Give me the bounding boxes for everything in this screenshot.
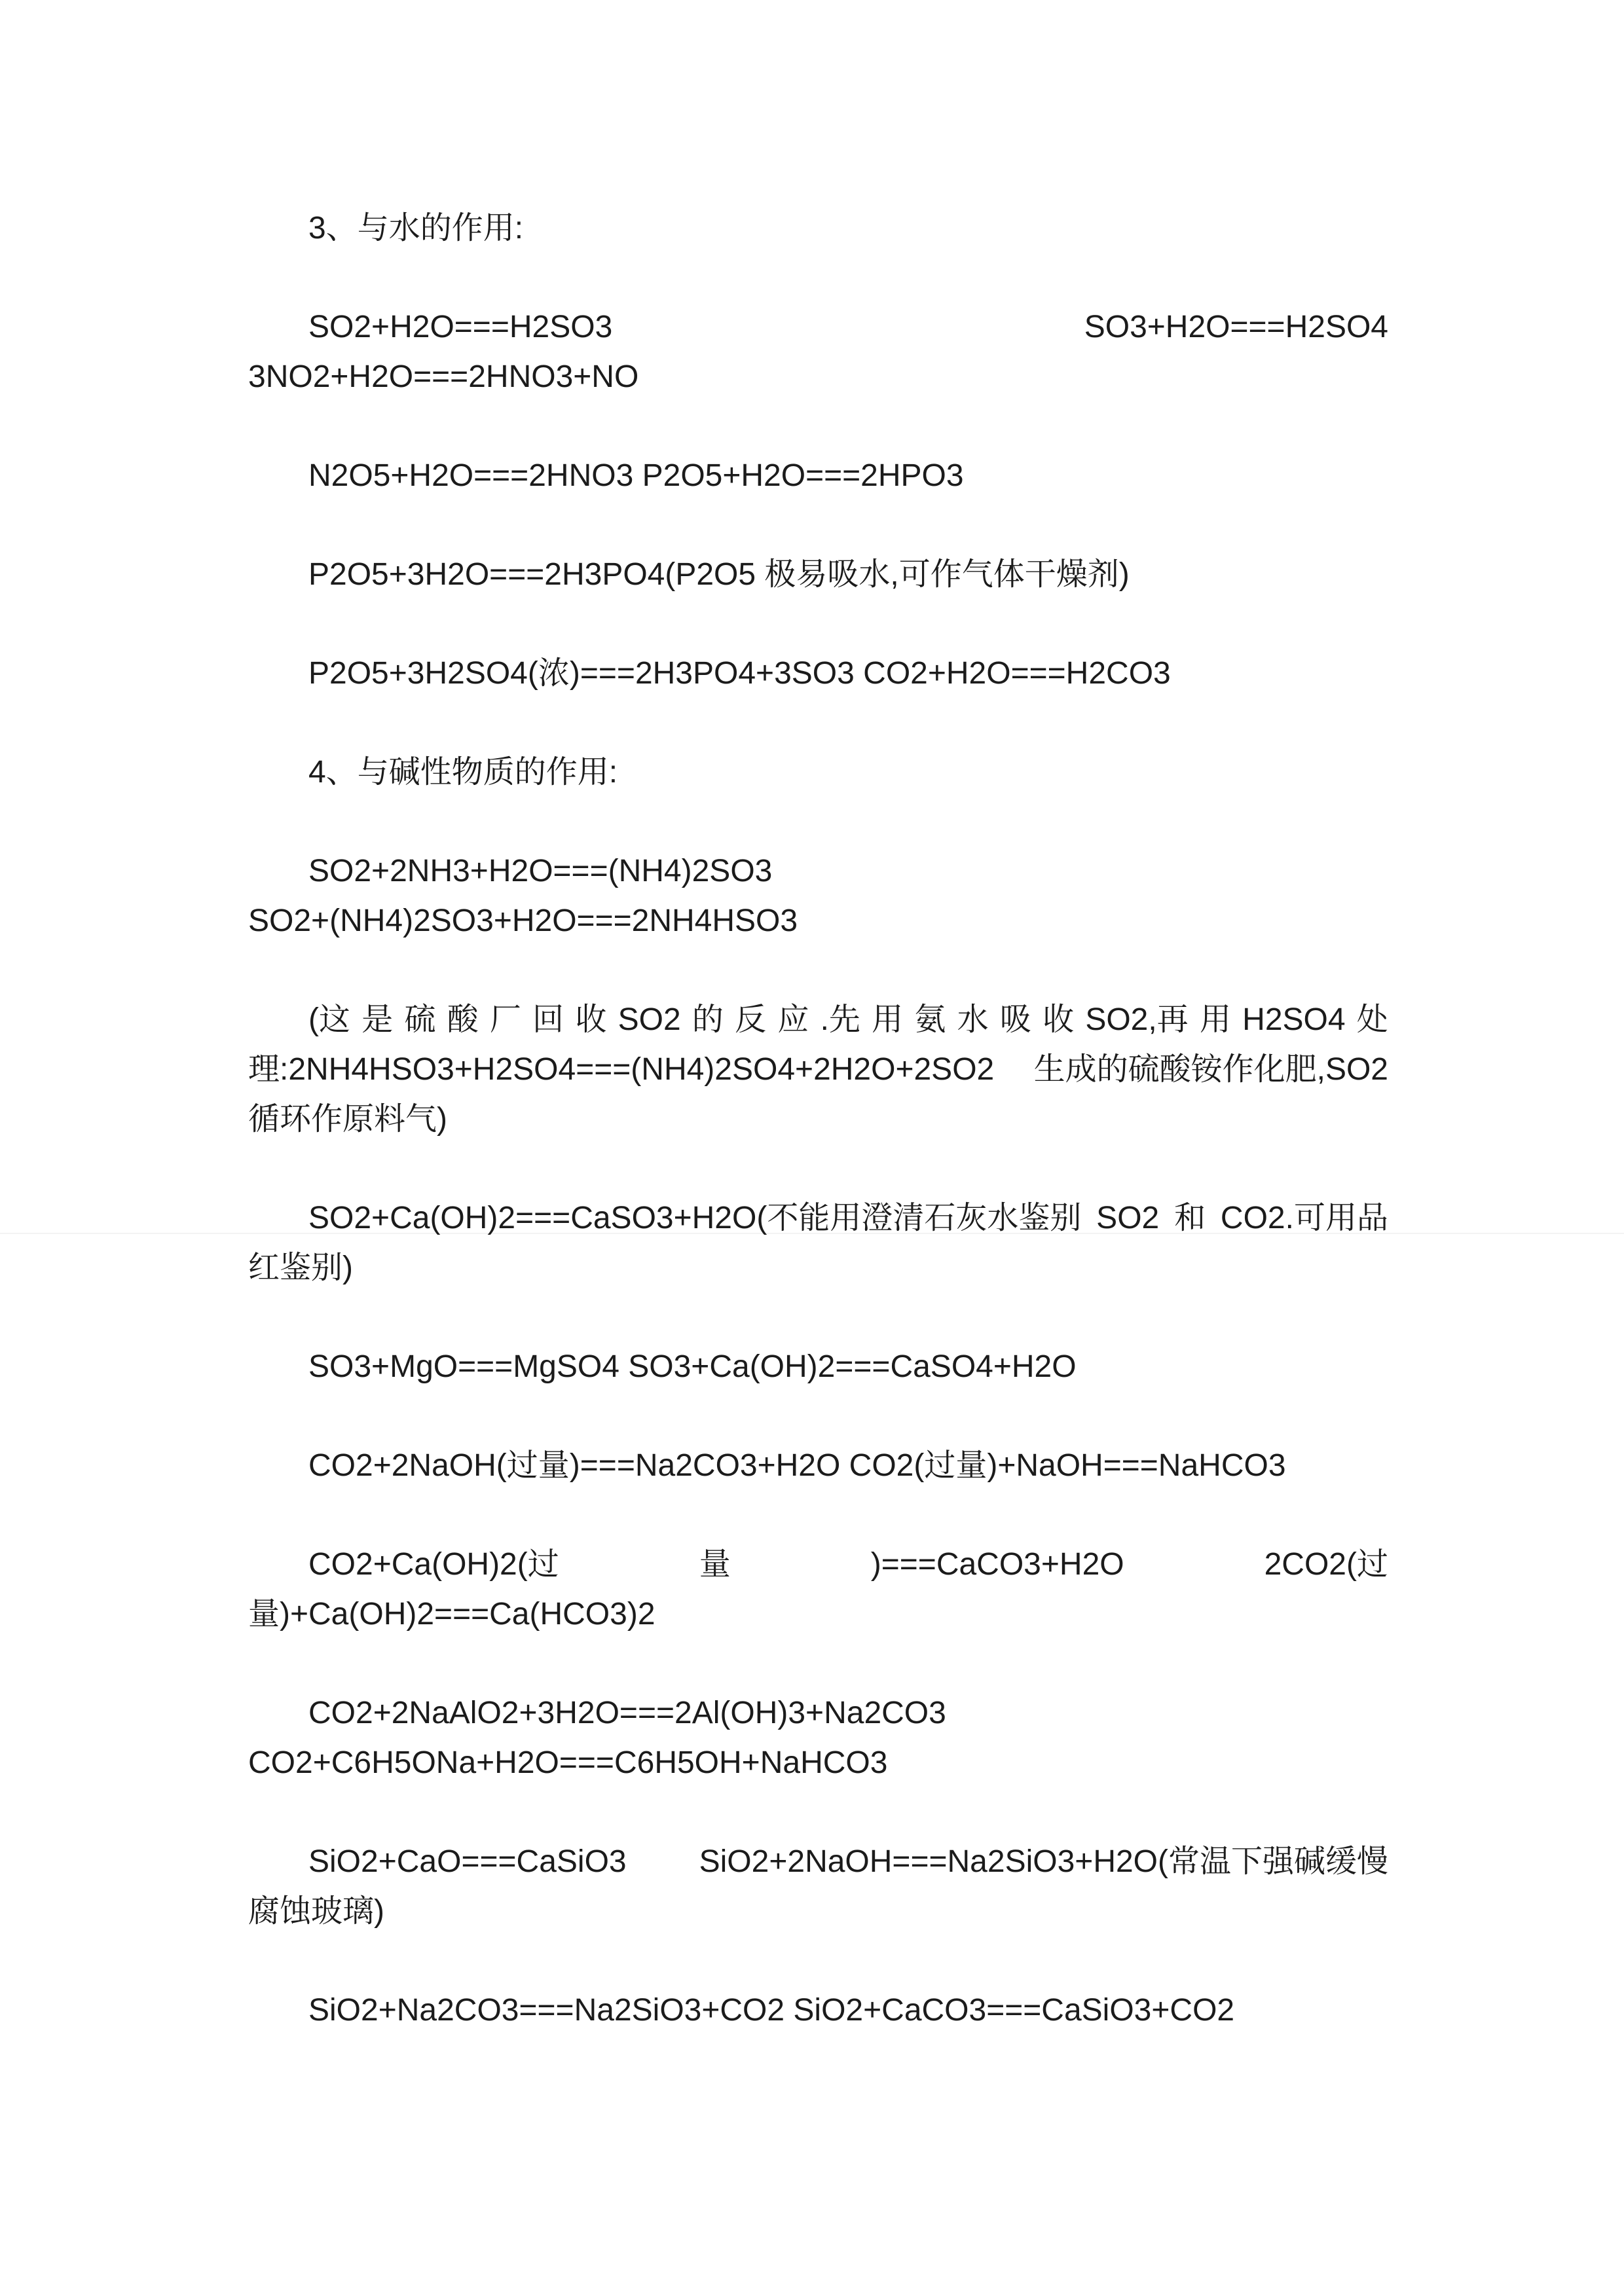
text-segment: 的 <box>692 1002 724 1037</box>
text-segment: 2CO2(过 <box>1264 1547 1388 1582</box>
text-segment: 生成的硫酸铵作化肥,SO2 <box>1033 1052 1388 1087</box>
text-segment: 处 <box>1356 1002 1388 1037</box>
text-line: 4、与碱性物质的作用: <box>308 755 618 790</box>
text-segment: 收 <box>575 1002 607 1037</box>
text-segment: 水 <box>957 1002 989 1037</box>
text-segment: 理:2NH4HSO3+H2SO4===(NH4)2SO4+2H2O+2SO2 <box>248 1052 995 1087</box>
text-segment: (这 <box>308 1002 350 1037</box>
paragraph <box>248 1837 1388 1937</box>
text-line: P2O5+3H2O===2H3PO4(P2O5 极易吸水,可作气体干燥剂) <box>308 557 1130 592</box>
text-segment: CO2+2NaAlO2+3H2O===2Al(OH)3+Na2CO3 <box>308 1696 946 1730</box>
text-line <box>248 1194 1388 1243</box>
text-line <box>248 1045 1388 1095</box>
text-segment: SO2 <box>618 1002 681 1037</box>
text-line: N2O5+H2O===2HNO3 P2O5+H2O===2HPO3 <box>308 458 964 493</box>
text-segment: .先 <box>820 1002 860 1037</box>
paragraph <box>248 649 1388 699</box>
text-segment: SO3+H2O===H2SO4 <box>1084 310 1388 344</box>
text-line <box>248 1540 1388 1590</box>
text-line <box>248 1837 1388 1887</box>
text-segment: 硫 <box>404 1002 436 1037</box>
text-line <box>248 847 1388 896</box>
paragraph <box>248 204 1388 253</box>
text-segment: SiO2+2NaOH===Na2SiO3+H2O(常温下强碱缓慢 <box>699 1844 1388 1879</box>
paragraph <box>248 550 1388 600</box>
text-segment: 酸 <box>447 1002 479 1037</box>
text-line: P2O5+3H2SO4(浓)===2H3PO4+3SO3 CO2+H2O===H2CO3 <box>308 656 1171 691</box>
text-segment: 和 <box>1174 1201 1206 1235</box>
text-segment: 用 <box>1199 1002 1231 1037</box>
paragraph <box>248 1194 1388 1293</box>
text-line: 红鉴别) <box>248 1250 353 1285</box>
paragraph <box>248 1342 1388 1392</box>
text-line: 腐蚀玻璃) <box>248 1894 384 1929</box>
paragraph <box>248 1986 1388 2035</box>
text-segment: CO2+Ca(OH)2(过 <box>308 1547 559 1582</box>
text-segment: SO2+Ca(OH)2===CaSO3+H2O(不能用澄清石灰水鉴别 <box>308 1201 1082 1235</box>
text-segment: CO2.可用品 <box>1220 1201 1388 1235</box>
text-line: CO2+2NaOH(过量)===Na2CO3+H2O CO2(过量)+NaOH===NaHCO3 <box>308 1448 1286 1483</box>
text-segment: 厂 <box>489 1002 521 1037</box>
text-line <box>248 302 1388 352</box>
text-segment: )===CaCO3+H2O <box>870 1547 1124 1582</box>
paragraph <box>248 302 1388 402</box>
text-segment: 量 <box>699 1547 731 1582</box>
text-segment: SO2+2NH3+H2O===(NH4)2SO3 <box>308 854 773 888</box>
text-segment: SO2 <box>1096 1201 1160 1235</box>
text-segment: 氨 <box>914 1002 946 1037</box>
paragraph <box>248 748 1388 797</box>
paragraph <box>248 847 1388 946</box>
text-line: 量)+Ca(OH)2===Ca(HCO3)2 <box>248 1597 655 1631</box>
document-body <box>248 204 1388 2085</box>
text-line: 循环作原料气) <box>248 1102 447 1137</box>
text-line: SiO2+Na2CO3===Na2SiO3+CO2 SiO2+CaCO3===CaSiO3+CO2 <box>308 1993 1235 2028</box>
paragraph <box>248 1540 1388 1639</box>
paragraph <box>248 451 1388 501</box>
text-line: CO2+C6H5ONa+H2O===C6H5OH+NaHCO3 <box>248 1745 888 1780</box>
text-line: 3NO2+H2O===2HNO3+NO <box>248 359 639 394</box>
paragraph <box>248 1688 1388 1788</box>
text-segment: SiO2+CaO===CaSiO3 <box>308 1844 627 1879</box>
text-line: SO2+(NH4)2SO3+H2O===2NH4HSO3 <box>248 903 798 938</box>
text-line <box>248 995 1388 1045</box>
text-segment: 反 <box>735 1002 767 1037</box>
text-segment: 用 <box>872 1002 904 1037</box>
text-segment: SO2,再 <box>1085 1002 1189 1037</box>
text-line: 3、与水的作用: <box>308 211 524 246</box>
text-segment: 吸 <box>999 1002 1031 1037</box>
text-segment: 应 <box>777 1002 809 1037</box>
text-line <box>248 1688 1388 1738</box>
text-segment: H2SO4 <box>1242 1002 1346 1037</box>
paragraph <box>248 1441 1388 1491</box>
text-line: SO3+MgO===MgSO4 SO3+Ca(OH)2===CaSO4+H2O <box>308 1349 1077 1384</box>
text-segment: 收 <box>1043 1002 1075 1037</box>
text-segment: 是 <box>361 1002 394 1037</box>
text-segment: SO2+H2O===H2SO3 <box>308 310 613 344</box>
text-segment: 回 <box>532 1002 564 1037</box>
paragraph <box>248 995 1388 1144</box>
